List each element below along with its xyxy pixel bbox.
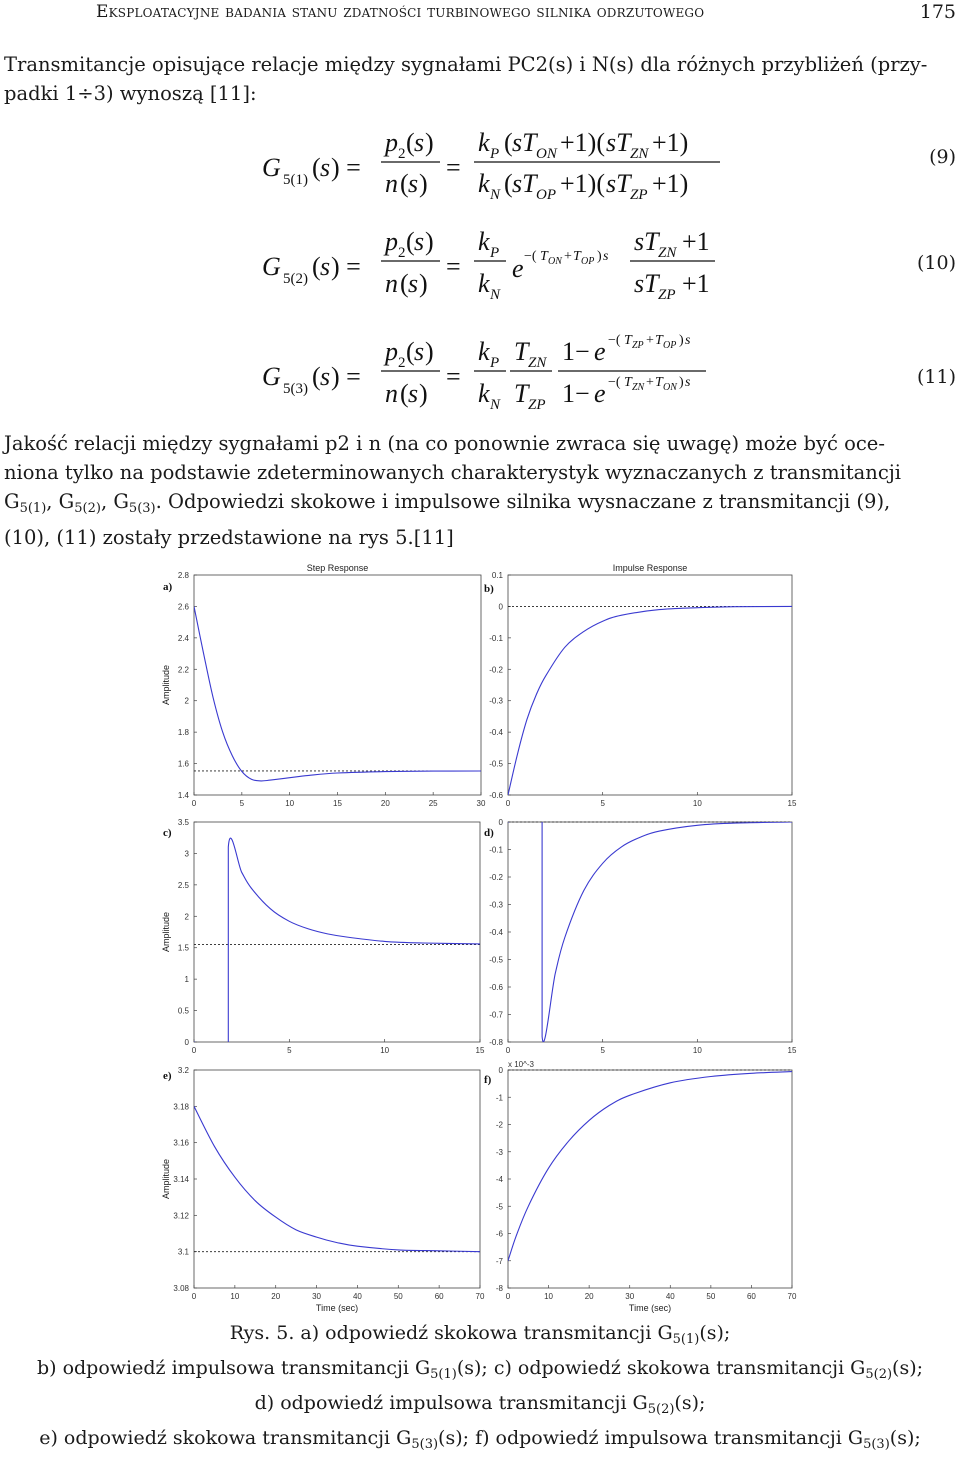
body-line-1: Jakość relacji między sygnałami p2 i n (na co ponownie zwraca się uwagę) może być oce- [4, 432, 885, 455]
svg-text:): ) [419, 269, 428, 298]
panel-letter: f) [484, 1074, 492, 1086]
svg-text:5(1): 5(1) [283, 172, 308, 188]
y-tick-label: 2 [184, 696, 189, 706]
svg-text:=: = [446, 153, 461, 182]
y-tick-label: -8 [495, 1284, 503, 1293]
svg-text:+1)(: +1)( [560, 128, 605, 157]
svg-text:N: N [490, 187, 501, 203]
y-tick-label: 0 [498, 1066, 503, 1075]
svg-text:k: k [478, 269, 490, 298]
svg-text:) =: ) = [331, 153, 361, 182]
x-tick-label: 0 [191, 1046, 197, 1055]
svg-text:OP: OP [663, 340, 677, 351]
svg-text:): ) [425, 128, 434, 157]
x-axis-label: Time (sec) [628, 1303, 672, 1313]
svg-text:(: ( [400, 169, 409, 198]
body-line-2: niona tylko na podstawie zdeterminowanych charakterystyk wyznaczanych z transmitancji [4, 461, 902, 484]
svg-text:): ) [679, 375, 684, 390]
intro-line-1: Transmitancje opisujące relacje między sygnałami PC2(s) i N(s) dla różnych przybliżeń (przy- [4, 53, 928, 76]
y-tick-label: -0.1 [489, 633, 503, 643]
svg-text:T: T [624, 333, 632, 348]
y-tick-label: -0.4 [489, 928, 503, 937]
caption-line-2: b) odpowiedź impulsowa transmitancji $G_{5(1)}(s)$; c) odpowiedź skokowa transmitancji $G_{5(2)}(s)$; [36, 1357, 924, 1382]
y-tick-label: -0.6 [489, 983, 503, 992]
svg-text:s: s [408, 169, 419, 198]
svg-text:N: N [490, 397, 501, 413]
svg-text:T: T [624, 375, 632, 390]
y-tick-label: -5 [495, 1202, 503, 1212]
y-tick-label: -0.5 [489, 759, 503, 769]
svg-text:(: ( [504, 128, 513, 157]
y-axis-label: Amplitude [161, 1158, 171, 1200]
y-tick-label: 3.08 [173, 1284, 189, 1293]
x-tick-label: 70 [475, 1292, 485, 1301]
y-tick-label: -0.3 [489, 696, 503, 706]
y-tick-label: 2.6 [177, 602, 189, 612]
svg-text:OP: OP [536, 187, 556, 203]
svg-text:OP: OP [581, 256, 595, 267]
y-tick-label: 3.16 [173, 1138, 189, 1148]
y-tick-label: -0.2 [489, 873, 503, 882]
x-tick-label: 15 [787, 1046, 797, 1055]
series-line-step [194, 1106, 480, 1251]
svg-text:): ) [679, 333, 684, 348]
x-tick-label: 10 [285, 799, 295, 808]
equation-number: (11) [916, 366, 956, 388]
svg-text:ZP: ZP [658, 287, 676, 303]
svg-text:T: T [514, 337, 529, 366]
y-tick-label: -6 [495, 1229, 503, 1239]
svg-text:2: 2 [398, 245, 406, 261]
svg-text:+1: +1 [682, 269, 710, 298]
svg-text:−(: −( [524, 249, 537, 264]
panel-letter: c) [163, 827, 172, 839]
svg-text:sT: sT [634, 227, 659, 256]
x-tick-label: 5 [600, 799, 605, 808]
x-tick-label: 5 [600, 1046, 605, 1055]
svg-text:ZN: ZN [632, 382, 645, 393]
svg-text:1−: 1− [562, 337, 590, 366]
svg-text:=: = [446, 362, 461, 391]
svg-text:5(3): 5(3) [283, 381, 308, 397]
y-tick-label: -0.7 [489, 1010, 503, 1020]
x-tick-label: 0 [505, 1292, 511, 1301]
svg-text:p: p [385, 337, 398, 366]
svg-text:) =: ) = [331, 252, 361, 281]
svg-text:): ) [419, 379, 428, 408]
x-tick-label: 10 [692, 1046, 702, 1055]
svg-text:k: k [478, 337, 490, 366]
y-tick-label: 1.5 [177, 943, 189, 953]
svg-text:+: + [646, 333, 654, 348]
svg-text:P: P [490, 245, 500, 261]
svg-text:ZP: ZP [630, 187, 648, 203]
x-tick-label: 50 [706, 1292, 716, 1301]
svg-text:ON: ON [663, 382, 677, 393]
x-tick-label: 0 [505, 1046, 511, 1055]
svg-text:p: p [385, 227, 398, 256]
x-tick-label: 10 [692, 799, 702, 808]
y-axis-label: Amplitude [161, 911, 171, 953]
chart-f [484, 1060, 797, 1313]
svg-text:5(2): 5(2) [283, 271, 308, 287]
caption-line-1: Rys. 5. a) odpowiedź skokowa transmitancji $G_{5(1)}(s)$; [229, 1322, 731, 1347]
svg-text:ZN: ZN [658, 245, 677, 261]
svg-text:G: G [262, 153, 281, 182]
svg-text:−(: −( [608, 375, 621, 390]
svg-text:+1): +1) [652, 169, 689, 198]
svg-text:p: p [385, 128, 398, 157]
x-tick-label: 0 [191, 799, 197, 808]
y-tick-label: -4 [495, 1175, 503, 1184]
svg-text:n: n [385, 379, 398, 408]
svg-text:sT: sT [512, 128, 537, 157]
svg-text:+1: +1 [682, 227, 710, 256]
plot-frame [508, 822, 792, 1042]
svg-text:s: s [408, 379, 419, 408]
svg-text:k: k [478, 379, 490, 408]
svg-text:+: + [646, 375, 654, 390]
svg-text:n: n [385, 169, 398, 198]
series-line-impulse [508, 806, 792, 1042]
x-tick-label: 70 [787, 1292, 797, 1301]
y-tick-label: 3.14 [173, 1175, 189, 1184]
intro-line-2: padki 1÷3) wynoszą [11]: [4, 82, 257, 105]
y-tick-label: 1 [184, 975, 189, 985]
page-number: 175 [919, 1, 956, 23]
svg-text:s: s [603, 249, 609, 264]
plot-frame [508, 1070, 792, 1288]
x-tick-label: 10 [380, 1046, 390, 1055]
y-tick-label: 0.5 [177, 1006, 189, 1016]
svg-text:): ) [419, 169, 428, 198]
svg-text:s: s [408, 269, 419, 298]
chart-d [484, 806, 797, 1055]
chart-title: Step Response [306, 563, 369, 573]
svg-text:1−: 1− [562, 379, 590, 408]
panel-letter: d) [484, 827, 494, 839]
svg-text:s: s [685, 333, 691, 348]
x-tick-label: 30 [476, 799, 486, 808]
svg-text:s: s [320, 362, 331, 391]
svg-text:): ) [597, 249, 602, 264]
svg-text:T: T [540, 249, 548, 264]
y-tick-label: 2.8 [177, 571, 189, 580]
svg-text:(: ( [400, 379, 409, 408]
y-tick-label: 3.2 [177, 1066, 189, 1075]
svg-text:(: ( [400, 269, 409, 298]
equation-number: (9) [929, 146, 956, 168]
x-tick-label: 60 [434, 1292, 444, 1301]
svg-text:sT: sT [634, 269, 659, 298]
y-tick-label: -7 [495, 1256, 503, 1266]
svg-text:P: P [490, 355, 500, 371]
caption-line-4: e) odpowiedź skokowa transmitancji $G_{5(3)}(s)$; f) odpowiedź impulsowa transmitancji $G_{5(3)}(s)$; [39, 1427, 921, 1452]
y-tick-label: -0.4 [489, 728, 503, 738]
header-title: Eksploatacyjne badania stanu zdatności turbinowego silnika odrzutowego [96, 2, 705, 22]
y-tick-label: -0.8 [489, 1038, 503, 1047]
x-tick-label: 0 [505, 799, 511, 808]
svg-text:s: s [414, 128, 425, 157]
x-tick-label: 20 [584, 1292, 594, 1301]
body-line-3: $G_{5(1)}$, $G_{5(2)}$, $G_{5(3)}$. Odpowiedzi skokowe i impulsowe silnika wysnaczane z transmitancji (9), [4, 490, 891, 516]
svg-text:e: e [594, 337, 606, 366]
series-line-step [191, 838, 480, 1056]
svg-text:) =: ) = [331, 362, 361, 391]
y-tick-label: 2.5 [177, 880, 189, 890]
y-tick-label: -1 [495, 1093, 503, 1103]
x-tick-label: 5 [287, 1046, 292, 1055]
svg-text:sT: sT [606, 169, 631, 198]
y-axis-label: Amplitude [161, 664, 171, 706]
svg-text:s: s [414, 337, 425, 366]
y-multiplier: x 10^-3 [508, 1060, 534, 1069]
y-tick-label: -0.3 [489, 900, 503, 910]
x-tick-label: 20 [380, 799, 390, 808]
svg-text:ZP: ZP [632, 340, 644, 351]
y-tick-label: -0.6 [489, 791, 503, 800]
figure-caption [0, 1319, 960, 1459]
svg-text:−(: −( [608, 333, 621, 348]
equation-number: (10) [916, 252, 956, 274]
svg-text:(: ( [312, 252, 321, 281]
chart-e [161, 1066, 485, 1313]
svg-text:e: e [512, 254, 524, 283]
y-tick-label: 0 [498, 818, 503, 827]
chart-a [161, 563, 486, 808]
y-tick-label: 3.12 [173, 1211, 189, 1221]
chart-title: Impulse Response [612, 563, 688, 573]
panel-letter: a) [163, 581, 173, 593]
svg-text:(: ( [312, 153, 321, 182]
svg-text:=: = [446, 252, 461, 281]
svg-text:(: ( [406, 128, 415, 157]
svg-text:sT: sT [606, 128, 631, 157]
svg-text:+1): +1) [652, 128, 689, 157]
svg-text:(: ( [406, 227, 415, 256]
y-tick-label: 2.4 [177, 633, 189, 643]
svg-text:N: N [490, 287, 501, 303]
x-tick-label: 40 [665, 1292, 675, 1301]
x-tick-label: 40 [352, 1292, 362, 1301]
svg-text:n: n [385, 269, 398, 298]
x-tick-label: 60 [746, 1292, 756, 1301]
x-tick-label: 50 [393, 1292, 403, 1301]
y-tick-label: 3.18 [173, 1102, 189, 1112]
svg-text:(: ( [504, 169, 513, 198]
x-tick-label: 15 [475, 1046, 485, 1055]
svg-text:G: G [262, 252, 281, 281]
y-tick-label: 0 [498, 602, 503, 612]
x-tick-label: 5 [239, 799, 245, 808]
series-line-impulse [508, 606, 792, 795]
svg-text:P: P [490, 146, 500, 162]
plot-frame [508, 575, 792, 795]
y-tick-label: 3.1 [177, 1247, 189, 1257]
svg-text:T: T [655, 333, 663, 348]
series-line-step [194, 606, 481, 781]
chart-b [484, 563, 797, 808]
svg-text:(: ( [312, 362, 321, 391]
svg-text:2: 2 [398, 146, 406, 162]
y-tick-label: 3.5 [177, 818, 189, 827]
svg-text:T: T [655, 375, 663, 390]
svg-text:+: + [564, 249, 572, 264]
svg-text:k: k [478, 227, 490, 256]
svg-text:e: e [594, 379, 606, 408]
x-tick-label: 15 [787, 799, 797, 808]
y-tick-label: 1.6 [177, 759, 189, 769]
svg-text:(: ( [406, 337, 415, 366]
y-tick-label: 2 [184, 912, 189, 922]
series-line-impulse [508, 1072, 792, 1261]
svg-text:ZP: ZP [528, 397, 546, 413]
x-tick-label: 0 [191, 1292, 197, 1301]
svg-text:2: 2 [398, 355, 406, 371]
svg-text:): ) [425, 227, 434, 256]
svg-text:s: s [685, 375, 691, 390]
y-tick-label: -0.5 [489, 955, 503, 965]
svg-text:+1)(: +1)( [560, 169, 605, 198]
x-tick-label: 30 [312, 1292, 322, 1301]
y-tick-label: 0.1 [491, 571, 503, 580]
x-tick-label: 20 [271, 1292, 281, 1301]
panel-letter: b) [484, 583, 494, 595]
svg-text:G: G [262, 362, 281, 391]
svg-text:s: s [320, 153, 331, 182]
y-tick-label: -0.2 [489, 665, 503, 675]
y-tick-label: -0.1 [489, 845, 503, 855]
x-tick-label: 10 [544, 1292, 554, 1301]
svg-text:T: T [514, 379, 529, 408]
y-tick-label: 3 [184, 849, 189, 859]
y-tick-label: 0 [184, 1038, 189, 1047]
svg-text:T: T [573, 249, 581, 264]
svg-text:ZN: ZN [528, 355, 547, 371]
svg-text:ON: ON [536, 146, 557, 162]
y-tick-label: -3 [495, 1147, 503, 1157]
y-tick-label: 1.8 [177, 728, 189, 738]
svg-text:): ) [425, 337, 434, 366]
svg-text:ZN: ZN [630, 146, 649, 162]
svg-text:s: s [320, 252, 331, 281]
body-line-4: (10), (11) zostały przedstawione na rys 5.[11] [4, 526, 454, 549]
x-axis-label: Time (sec) [315, 1303, 359, 1313]
caption-line-3: d) odpowiedź impulsowa transmitancji $G_{5(2)}(s)$; [254, 1392, 706, 1417]
panel-letter: e) [163, 1070, 172, 1082]
svg-text:sT: sT [512, 169, 537, 198]
x-tick-label: 15 [333, 799, 342, 808]
svg-text:k: k [478, 128, 490, 157]
x-tick-label: 25 [428, 799, 438, 808]
plot-frame [194, 575, 481, 795]
svg-text:ON: ON [548, 256, 562, 267]
svg-text:s: s [414, 227, 425, 256]
y-tick-label: 2.2 [177, 665, 189, 675]
x-tick-label: 30 [625, 1292, 635, 1301]
x-tick-label: 10 [230, 1292, 240, 1301]
y-tick-label: -2 [495, 1120, 503, 1130]
svg-text:k: k [478, 169, 490, 198]
y-tick-label: 1.4 [177, 791, 189, 800]
chart-c [161, 818, 485, 1056]
